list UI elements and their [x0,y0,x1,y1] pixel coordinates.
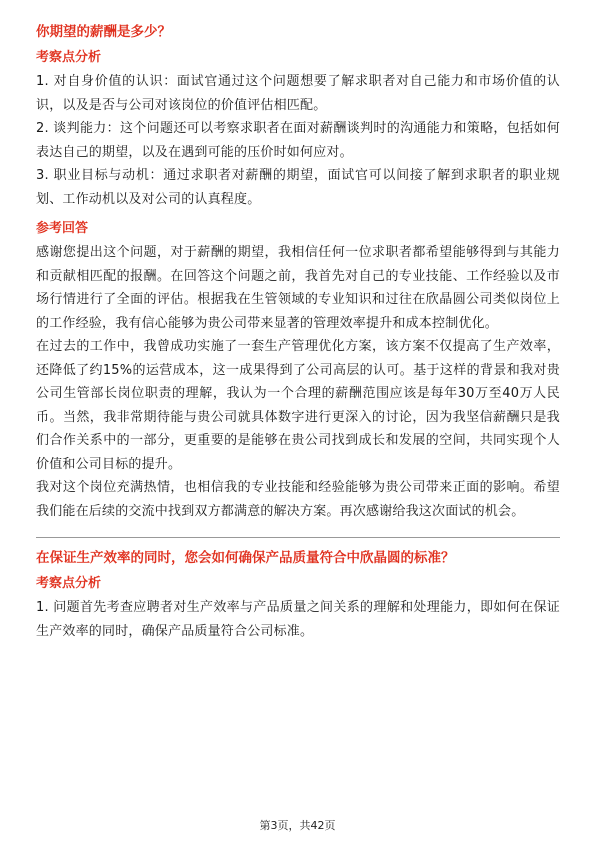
section-divider [36,537,560,538]
question-heading: 在保证生产效率的同时，您会如何确保产品质量符合中欣晶圆的标准？ [36,550,455,566]
page-footer: 第3页，共42页 [259,819,336,832]
answer-paragraph: 我对这个岗位充满热情，也相信我的专业技能和经验能够为贵公司带来正面的影响。希望我们能在后续的交流中找到双方都满意的解决方案。再次感谢给我这次面试的机会。 [36,480,560,519]
analysis-heading: 考察点分析 [36,50,102,65]
analysis-point: 2. 谈判能力：这个问题还可以考察求职者在面对薪酬谈判时的沟通能力和策略，包括如何表达自己的期望，以及在遇到可能的压价时如何应对。 [36,121,560,160]
answer-heading: 参考回答 [36,221,89,236]
analysis-point: 1. 问题首先考查应聘者对生产效率与产品质量之间关系的理解和处理能力，即如何在保证生产效率的同时，确保产品质量符合公司标准。 [36,600,560,639]
page-content [36,22,560,643]
answer-paragraph: 感谢您提出这个问题，对于薪酬的期望，我相信任何一位求职者都希望能够得到与其能力和贡献相匹配的报酬。在回答这个问题之前，我首先对自己的专业技能、工作经验以及市场行情进行了全面的评估。根据我在生管领域的专业知识和过往在欣晶圆公司类似岗位上的工作经验，我有信心能够为贵公司带来显著的管理效率提升和成本控制优化。 [36,245,560,331]
answer-paragraph: 在过去的工作中，我曾成功实施了一套生产管理优化方案，该方案不仅提高了生产效率，还降低了约15%的运营成本，这一成果得到了公司高层的认可。基于这样的背景和我对贵公司生管部长岗位职责的理解，我认为一个合理的薪酬范围应该是每年30万至40万人民币。当然，我非常期待能与贵公司就具体数字进行更深入的讨论，因为我坚信薪酬只是我们合作关系中的一部分，更重要的是能够在贵公司找到成长和发展的空间，共同实现个人价值和公司目标的提升。 [36,339,560,472]
analysis-point: 1. 对自身价值的认识：面试官通过这个问题想要了解求职者对自己能力和市场价值的认识，以及是否与公司对该岗位的价值评估相匹配。 [36,74,560,113]
analysis-heading: 考察点分析 [36,576,102,591]
analysis-point: 3. 职业目标与动机：通过求职者对薪酬的期望，面试官可以间接了解到求职者的职业规划、工作动机以及对公司的认真程度。 [36,168,560,207]
question-heading: 你期望的薪酬是多少？ [36,24,171,40]
